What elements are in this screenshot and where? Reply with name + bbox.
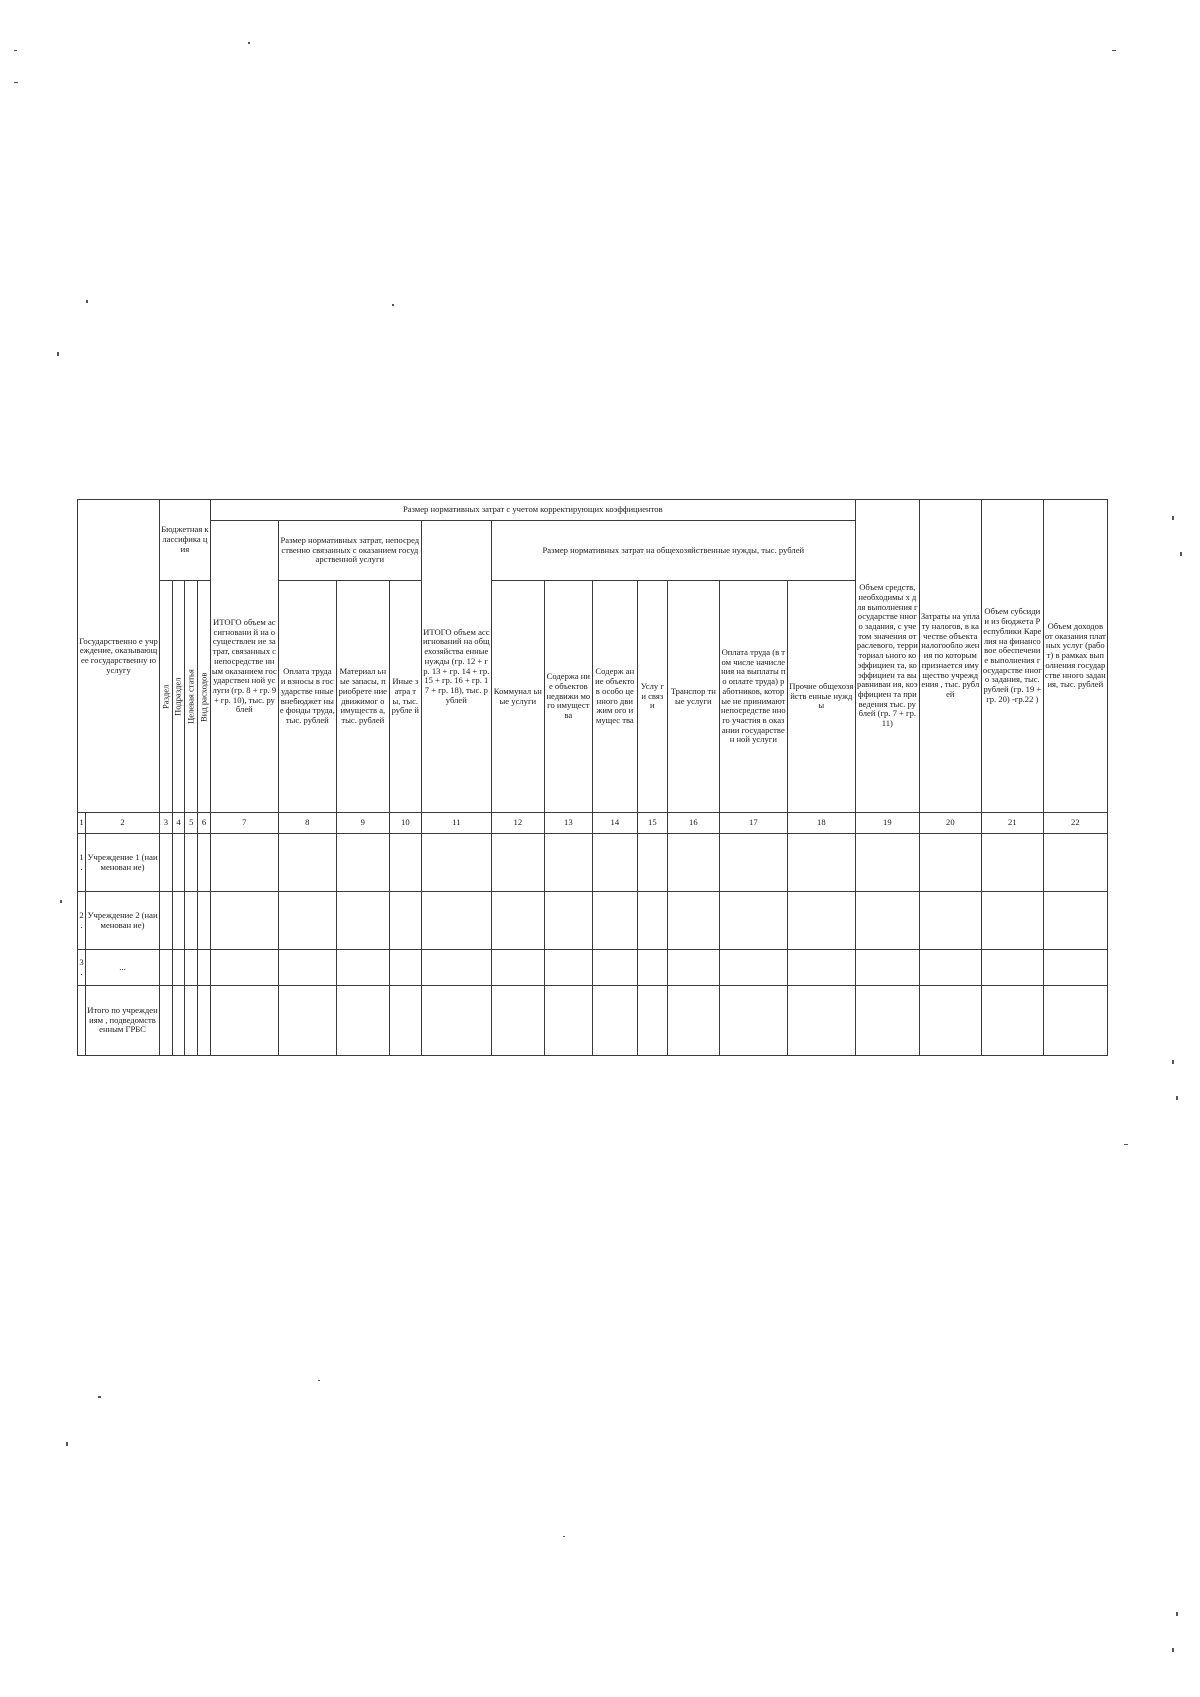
pay-labor-header: Оплата труда и взносы в государстве нные внебюджет ные фонды труда, тыс. рублей	[278, 581, 336, 813]
row-index	[78, 986, 86, 1056]
empty-cell	[719, 892, 787, 950]
empty-cell	[787, 986, 855, 1056]
col-number: 16	[667, 813, 719, 834]
col-number: 18	[787, 813, 855, 834]
empty-cell	[719, 986, 787, 1056]
itogo-direct-header: ИТОГО объем ассигновани й на осуществлен ие затрат, связанных с непосредстве нным оказанием государствен ной услуги (гр. 8 + гр. 9 + гр. 10), тыс. рублей	[210, 521, 278, 813]
empty-cell	[336, 834, 389, 892]
scan-speck	[1172, 1648, 1174, 1652]
empty-cell	[172, 950, 185, 986]
normative-costs-table	[77, 499, 1108, 1056]
razdel-header: Раздел	[160, 581, 173, 813]
empty-cell	[919, 986, 981, 1056]
col-number: 3	[160, 813, 173, 834]
col-number: 21	[981, 813, 1043, 834]
empty-cell	[421, 986, 491, 1056]
col19-header: Объем средств, необходимы х для выполнения государстве нного задания, с учетом значения отраслевого, территориал ьного коэффициен та, коэффициен та выравниван ия, коэффициен та приведения тыс. рублей (гр. 7 + гр. 11)	[855, 500, 919, 813]
empty-cell	[198, 986, 211, 1056]
empty-cell	[667, 834, 719, 892]
empty-cell	[787, 834, 855, 892]
empty-cell	[172, 986, 185, 1056]
movable-header: Содерж ание объекто в особо ценного движим ого имущес тва	[592, 581, 637, 813]
scan-speck	[1176, 1096, 1178, 1100]
empty-cell	[981, 950, 1043, 986]
empty-cell	[210, 892, 278, 950]
scan-speck	[1180, 552, 1182, 556]
scan-speck	[1172, 1060, 1174, 1064]
col-number: 14	[592, 813, 637, 834]
empty-cell	[491, 950, 544, 986]
scan-speck	[57, 352, 59, 356]
empty-cell	[278, 986, 336, 1056]
col-number: 22	[1043, 813, 1107, 834]
col-number: 7	[210, 813, 278, 834]
empty-cell	[336, 892, 389, 950]
scan-speck	[248, 42, 250, 44]
empty-cell	[544, 892, 592, 950]
normative-costs-header: Размер нормативных затрат с учетом корректирующих коэффициентов	[210, 500, 855, 521]
empty-cell	[855, 834, 919, 892]
col-number: 8	[278, 813, 336, 834]
column-number-row	[78, 813, 1108, 834]
empty-cell	[667, 892, 719, 950]
empty-cell	[981, 892, 1043, 950]
col-number: 1	[78, 813, 86, 834]
utilities-header: Коммунал ьные услуги	[491, 581, 544, 813]
scan-speck	[14, 50, 17, 51]
empty-cell	[210, 950, 278, 986]
empty-cell	[592, 892, 637, 950]
empty-cell	[637, 950, 667, 986]
empty-cell	[667, 986, 719, 1056]
target-article-header: Целевая статья	[185, 581, 198, 813]
empty-cell	[278, 834, 336, 892]
empty-cell	[336, 986, 389, 1056]
scan-speck	[318, 1380, 320, 1381]
empty-cell	[198, 834, 211, 892]
empty-cell	[855, 950, 919, 986]
scan-speck	[563, 1536, 565, 1537]
empty-cell	[185, 892, 198, 950]
empty-cell	[172, 892, 185, 950]
col20-header: Затраты на уплату налогов, в качестве объекта налогообло жения по которым признается имущество учреждения , тыс. рублей	[919, 500, 981, 813]
row-index: 3 .	[78, 950, 86, 986]
scan-speck	[1112, 50, 1116, 51]
empty-cell	[278, 950, 336, 986]
col-number: 20	[919, 813, 981, 834]
empty-cell	[719, 950, 787, 986]
col-number: 19	[855, 813, 919, 834]
other-general-header: Прочие общехозяйств енные нужды	[787, 581, 855, 813]
empty-cell	[544, 834, 592, 892]
institution-header: Государственно е учреждение, оказывающее государственну ю услугу	[78, 500, 160, 813]
communications-header: Услу ги связ и	[637, 581, 667, 813]
empty-cell	[421, 950, 491, 986]
row-institution-name: Итого по учреждениям , подведомств енным ГРБС	[86, 986, 160, 1056]
empty-cell	[185, 986, 198, 1056]
col22-header: Объем доходов от оказания платных услуг (работ) в рамках выполнения государстве нного задания, тыс. рублей	[1043, 500, 1107, 813]
budget-class-header: Бюджетная классифика ция	[160, 500, 211, 581]
empty-cell	[981, 834, 1043, 892]
empty-cell	[1043, 986, 1107, 1056]
col-number: 5	[185, 813, 198, 834]
col-number: 4	[172, 813, 185, 834]
table-row	[78, 834, 1108, 892]
empty-cell	[787, 950, 855, 986]
empty-cell	[172, 834, 185, 892]
transport-header: Транспор тные услуги	[667, 581, 719, 813]
col-number: 12	[491, 813, 544, 834]
empty-cell	[185, 950, 198, 986]
header-row-1	[78, 500, 1108, 521]
empty-cell	[491, 892, 544, 950]
scan-speck	[1176, 1612, 1178, 1616]
expense-type-header: Вид расходов	[198, 581, 211, 813]
col-number: 17	[719, 813, 787, 834]
row-index: 1 .	[78, 834, 86, 892]
table-row	[78, 892, 1108, 950]
empty-cell	[278, 892, 336, 950]
col-number: 9	[336, 813, 389, 834]
col-number: 10	[389, 813, 421, 834]
empty-cell	[592, 950, 637, 986]
empty-cell	[592, 986, 637, 1056]
empty-cell	[667, 950, 719, 986]
empty-cell	[389, 986, 421, 1056]
empty-cell	[160, 834, 173, 892]
empty-cell	[389, 950, 421, 986]
col-number: 6	[198, 813, 211, 834]
table-row	[78, 950, 1108, 986]
empty-cell	[210, 834, 278, 892]
empty-cell	[919, 950, 981, 986]
empty-cell	[855, 892, 919, 950]
row-institution-name: ...	[86, 950, 160, 986]
materials-header: Материал ьные запасы, приобрете ние движимог о имуществ а, тыс. рублей	[336, 581, 389, 813]
empty-cell	[919, 834, 981, 892]
empty-cell	[421, 834, 491, 892]
empty-cell	[198, 892, 211, 950]
empty-cell	[637, 892, 667, 950]
empty-cell	[160, 986, 173, 1056]
pay-general-header: Оплата труда (в том числе начисления на выплаты по оплате труда) работников, которые не принимают непосредстве нного участия в оказании государствен ной услуги	[719, 581, 787, 813]
scan-speck	[392, 304, 394, 306]
empty-cell	[389, 892, 421, 950]
empty-cell	[981, 986, 1043, 1056]
scan-speck	[98, 1396, 101, 1398]
totals-row	[78, 986, 1108, 1056]
other-costs-header: Иные затра ты, тыс. рубле й	[389, 581, 421, 813]
scan-speck	[86, 300, 88, 303]
scan-speck	[60, 900, 62, 903]
empty-cell	[1043, 950, 1107, 986]
scan-speck	[1124, 1144, 1128, 1145]
empty-cell	[544, 950, 592, 986]
empty-cell	[160, 950, 173, 986]
empty-cell	[491, 986, 544, 1056]
empty-cell	[592, 834, 637, 892]
empty-cell	[544, 986, 592, 1056]
empty-cell	[198, 950, 211, 986]
empty-cell	[1043, 834, 1107, 892]
col-number: 15	[637, 813, 667, 834]
empty-cell	[1043, 892, 1107, 950]
col21-header: Объем субсидии из бюджета Республики Карелия на финансовое обеспечение выполнения государстве нного задания, тыс. рублей (гр. 19 + гр. 20) -гр.22 )	[981, 500, 1043, 813]
scan-speck	[14, 82, 18, 83]
col-number: 13	[544, 813, 592, 834]
empty-cell	[855, 986, 919, 1056]
empty-cell	[160, 892, 173, 950]
empty-cell	[637, 834, 667, 892]
empty-cell	[637, 986, 667, 1056]
itogo-general-header: ИТОГО объем ассигнований на общехозяйства енные нужды (гр. 12 + гр. 13 + гр. 14 + гр. 15 + гр. 16 + гр. 17 + гр. 18), тыс. рублей	[421, 521, 491, 813]
row-institution-name: Учреждение 1 (наименован ие)	[86, 834, 160, 892]
col-number: 2	[86, 813, 160, 834]
general-costs-header: Размер нормативных затрат на общехозяйственные нужды, тыс. рублей	[491, 521, 855, 581]
podrazdel-header: Подраздел	[172, 581, 185, 813]
empty-cell	[421, 892, 491, 950]
empty-cell	[491, 834, 544, 892]
empty-cell	[919, 892, 981, 950]
empty-cell	[787, 892, 855, 950]
direct-costs-header: Размер нормативных затрат, непосредственно связанных с оказанием государственной услуги	[278, 521, 421, 581]
row-index: 2 .	[78, 892, 86, 950]
realty-header: Содержа ние объектов недвижи мого имущест ва	[544, 581, 592, 813]
col-number: 11	[421, 813, 491, 834]
empty-cell	[210, 986, 278, 1056]
empty-cell	[185, 834, 198, 892]
scan-speck	[1172, 516, 1174, 520]
empty-cell	[389, 834, 421, 892]
scan-speck	[66, 1442, 68, 1446]
empty-cell	[719, 834, 787, 892]
row-institution-name: Учреждение 2 (наименован ие)	[86, 892, 160, 950]
empty-cell	[336, 950, 389, 986]
